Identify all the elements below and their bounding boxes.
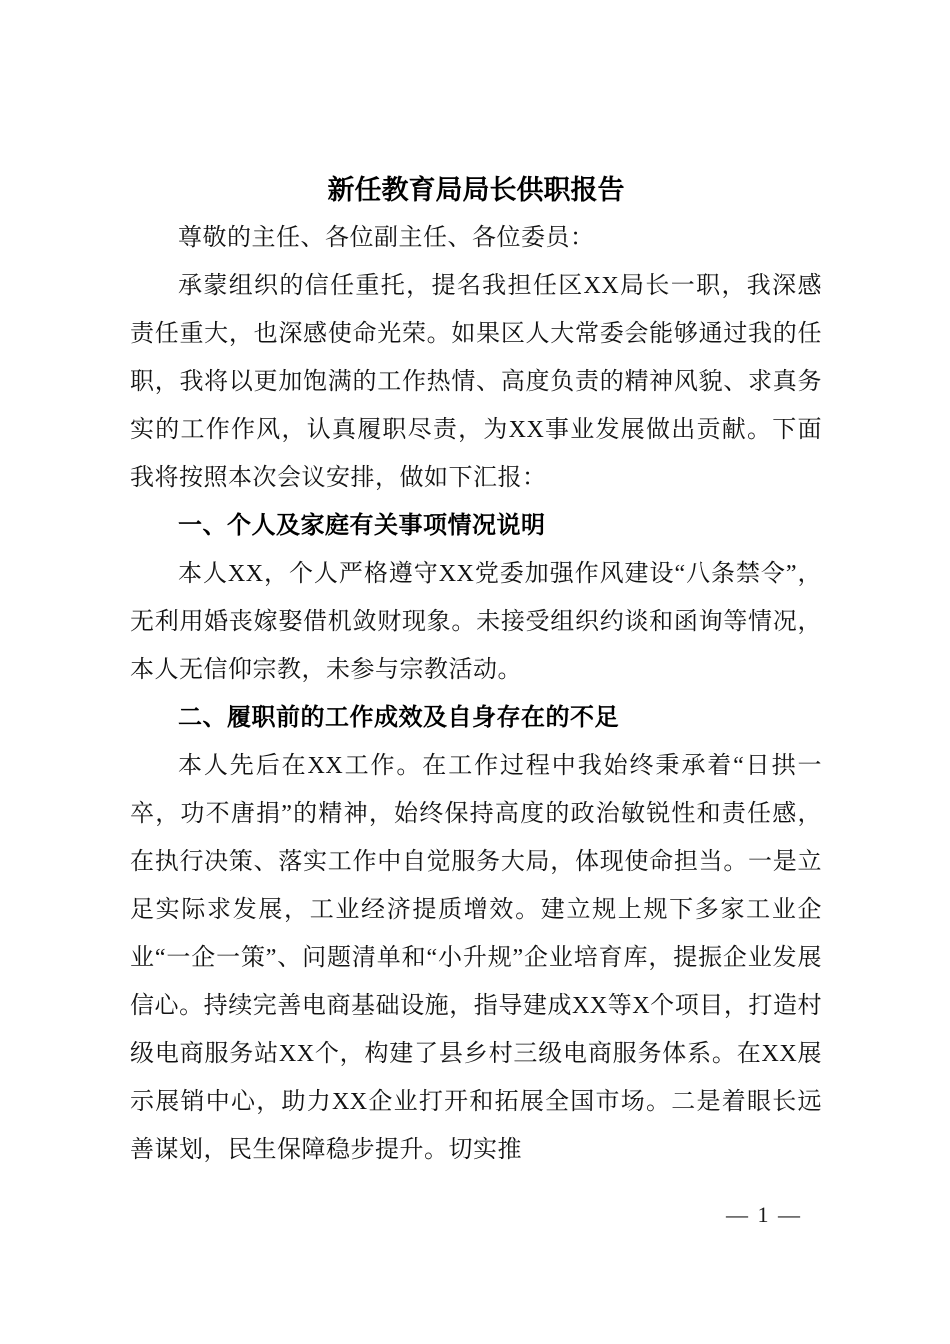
salutation-paragraph: 尊敬的主任、各位副主任、各位委员： bbox=[178, 225, 595, 251]
section-heading-1: 一、个人及家庭有关事项情况说明 bbox=[178, 512, 546, 539]
section-heading-2: 二、履职前的工作成效及自身存在的不足 bbox=[178, 704, 619, 731]
section-1-paragraph: 本人XX，个人严格遵守XX党委加强作风建设“八条禁令”，无利用婚丧嫁娶借机敛财现象。未接受组织约谈和函询等情况，本人无信仰宗教，未参与宗教活动。 bbox=[130, 561, 822, 683]
section-2-paragraph: 本人先后在XX工作。在工作过程中我始终秉承着“日拱一卒，功不唐捐”的精神，始终保持高度的政治敏锐性和责任感，在执行决策、落实工作中自觉服务大局，体现使命担当。一是立足实际求发展，工业经济提质增效。建立规上规下多家工业企业“一企一策”、问题清单和“小升规”企业培育库，提振企业发展信心。持续完善电商基础设施，指导建成XX等X个项目，打造村级电商服务站XX个，构建了县乡村三级电商服务体系。在XX展示展销中心，助力XX企业打开和拓展全国市场。二是着眼长远善谋划，民生保障稳步提升。切实推 bbox=[130, 753, 822, 1163]
document-title: 新任教育局局长供职报告 bbox=[327, 175, 625, 205]
intro-paragraph: 承蒙组织的信任重托，提名我担任区XX局长一职，我深感责任重大，也深感使命光荣。如果区人大常委会能够通过我的任职，我将以更加饱满的工作热情、高度负责的精神风貌、求真务实的工作作风，认真履职尽责，为XX事业发展做出贡献。下面我将按照本次会议安排，做如下汇报： bbox=[130, 273, 822, 491]
page-number: — 1 — bbox=[726, 1202, 802, 1227]
